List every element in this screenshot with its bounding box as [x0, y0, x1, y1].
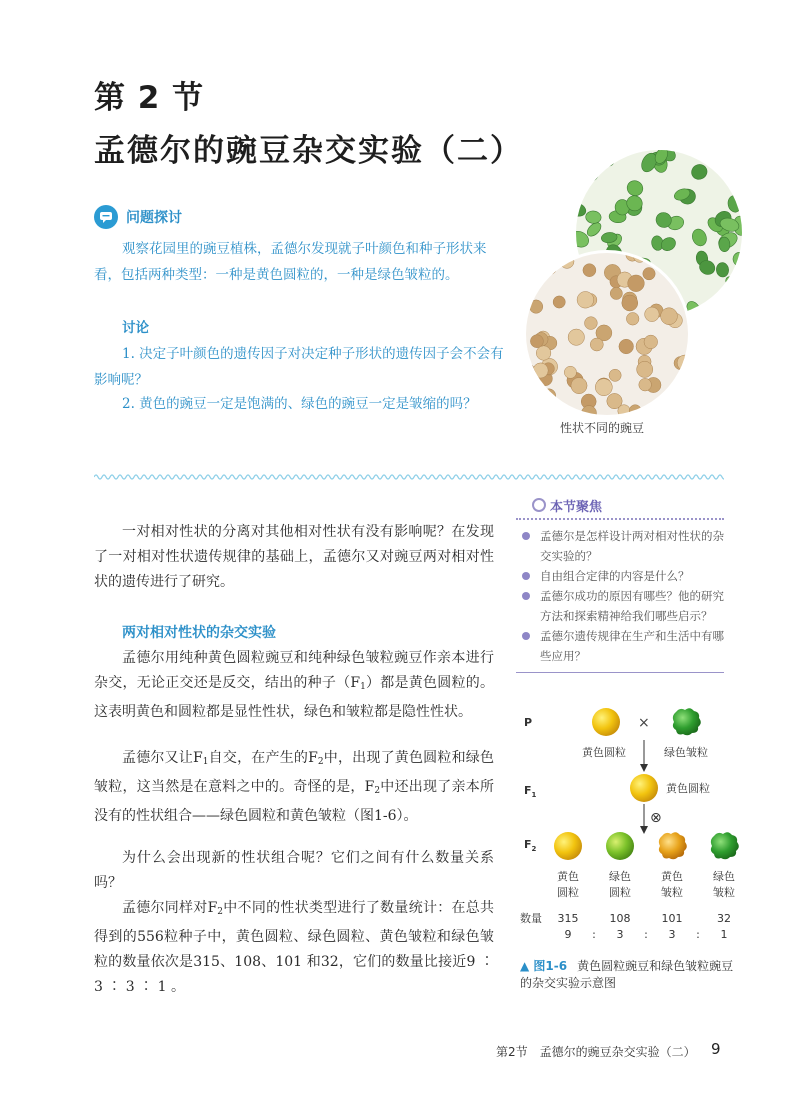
f2-type-2-line2: 圆粒 — [609, 886, 631, 899]
yellow-pea — [619, 339, 634, 354]
yellow-pea — [571, 378, 587, 394]
yellow-pea — [609, 369, 621, 381]
discussion-label: 讨论 — [122, 320, 149, 336]
count-value: 32 — [717, 912, 731, 925]
green-pea — [716, 262, 730, 278]
green-pea — [726, 292, 742, 315]
green-pea — [689, 162, 709, 182]
parent-1-label: 黄色圆粒 — [582, 746, 626, 759]
green-pea — [730, 250, 742, 270]
cross-symbol: × — [638, 715, 650, 731]
figure-caption — [520, 958, 740, 992]
yellow-pea — [590, 338, 603, 351]
ratio-value: 3 — [616, 928, 624, 941]
yellow-pea — [585, 317, 598, 330]
parent-2-label: 绿色皱粒 — [664, 746, 708, 759]
section-title: 孟德尔的豌豆杂交实验（二） — [94, 133, 523, 169]
cross-diagram — [516, 700, 746, 980]
green-pea — [659, 235, 678, 253]
yellow-pea — [680, 389, 688, 403]
yellow-pea — [526, 381, 539, 395]
yellow-pea — [533, 363, 548, 378]
figure-number: ▲ 图1-6 — [520, 959, 568, 973]
green-pea — [582, 155, 598, 168]
ratio-value: 3 — [668, 928, 676, 941]
f2-type-1-line2: 圆粒 — [557, 886, 579, 899]
green-wrinkled-seed-parent — [673, 708, 701, 735]
green-pea — [579, 162, 601, 184]
f2-yellow-wrinkled-seed — [659, 832, 687, 859]
green-pea — [581, 150, 601, 168]
running-title: 第2节 孟德尔的豌豆杂交实验（二） — [496, 1045, 696, 1059]
chat-bubble-icon — [94, 205, 118, 229]
photo-caption: 性状不同的豌豆 — [560, 421, 645, 435]
yellow-pea — [595, 379, 612, 396]
yellow-pea — [536, 346, 551, 361]
count-label: 数量 — [520, 912, 542, 925]
yellow-pea — [542, 260, 556, 274]
target-icon — [532, 498, 546, 512]
yellow-pea — [526, 364, 535, 379]
wavy-divider — [94, 472, 724, 482]
yellow-pea — [645, 307, 660, 322]
f2-green-round-seed — [606, 832, 634, 860]
f2-generation-label: $F_2$ — [524, 838, 537, 853]
section-focus-box — [516, 494, 724, 673]
count-value: 315 — [557, 912, 579, 925]
section-number: 第 2 节 — [94, 80, 205, 116]
problem-header — [94, 205, 182, 229]
problem-title: 问题探讨 — [126, 210, 182, 226]
f2-type-4-line2: 皱粒 — [713, 886, 735, 899]
yellow-pea — [637, 361, 653, 377]
selfing-symbol: ⊗ — [650, 810, 662, 826]
ratio-value: 1 — [720, 928, 728, 941]
discussion-question-1: 1. 决定子叶颜色的遗传因子对决定种子形状的遗传因子会不会有影响呢？ — [94, 346, 504, 388]
f1-seed-label: 黄色圆粒 — [666, 782, 710, 795]
ratio-separator: : — [592, 928, 596, 941]
yellow-pea — [560, 254, 574, 268]
focus-divider — [516, 518, 724, 520]
yellow-pea — [568, 329, 584, 345]
intro-paragraph: 一对相对性状的分离对其他相对性状有没有影响呢？在发现了一对相对性状遗传规律的基础上，孟德尔又对豌豆两对相对性状的遗传进行了研究。 — [94, 524, 494, 590]
yellow-pea — [622, 295, 638, 311]
paragraph-3: 为什么会出现新的性状组合呢？它们之间有什么数量关系吗？ — [94, 850, 494, 891]
count-value: 108 — [609, 912, 631, 925]
paragraph-1: 孟德尔用纯种黄色圆粒豌豆和纯种绿色皱粒豌豆作亲本进行杂交，无论正交还是反交，结出的种子$(F_1)$都是黄色圆粒的。这表明黄色和圆粒都是显性性状，绿色和皱粒都是隐性性状。 — [94, 650, 494, 720]
yellow-pea — [534, 253, 547, 264]
yellow-pea — [661, 308, 678, 325]
green-pea — [723, 274, 742, 292]
f2-type-3-line1: 黄色 — [661, 870, 683, 883]
yellow-pea — [529, 300, 542, 313]
yellow-pea — [628, 275, 645, 292]
count-value: 101 — [661, 912, 683, 925]
subheading: 两对相对性状的杂交实验 — [122, 625, 276, 641]
p-generation-label: P — [524, 716, 533, 729]
green-pea — [727, 195, 742, 214]
ratio-separator: : — [644, 928, 648, 941]
focus-item: 孟德尔成功的原因有哪些？他的研究方法和探索精神给我们哪些启示？ — [534, 586, 724, 626]
f2-type-1-line1: 黄色 — [557, 870, 579, 883]
yellow-pea — [577, 292, 594, 309]
green-pea — [593, 150, 617, 169]
title-block — [94, 72, 523, 170]
yellow-pea — [607, 393, 622, 408]
figure-caption-text: 黄色圆粒豌豆和绿色皱粒豌豆的杂交实验示意图 — [520, 959, 734, 990]
yellow-pea — [553, 296, 565, 308]
green-pea — [596, 150, 611, 160]
yellow-pea — [530, 270, 544, 284]
yellow-pea — [534, 259, 551, 276]
f2-type-4-line1: 绿色 — [713, 870, 735, 883]
green-pea — [625, 178, 646, 198]
f1-generation-label: $F_1$ — [524, 784, 537, 799]
problem-text: 观察花园里的豌豆植株，孟德尔发现就子叶颜色和种子形状来看，包括两种类型：一种是黄色圆粒的，一种是绿色皱粒的。 — [94, 241, 487, 283]
yellow-pea — [610, 287, 622, 299]
page-number: 9 — [711, 1040, 721, 1058]
ratio-separator: : — [696, 928, 700, 941]
focus-list — [516, 526, 724, 666]
yellow-pea — [629, 405, 641, 415]
yellow-round-seed-parent — [592, 708, 620, 736]
f2-type-3-line2: 皱粒 — [661, 886, 683, 899]
yellow-pea — [643, 268, 655, 280]
green-pea — [684, 299, 703, 316]
yellow-pea — [662, 399, 676, 413]
yellow-pea — [530, 335, 543, 348]
f2-yellow-round-seed — [554, 832, 582, 860]
focus-item: 孟德尔是怎样设计两对相对性状的杂交实验的？ — [534, 526, 724, 566]
focus-item: 自由组合定律的内容是什么？ — [534, 566, 724, 586]
yellow-pea — [639, 378, 652, 391]
yellow-pea — [542, 389, 555, 402]
green-pea — [690, 227, 709, 248]
yellow-pea — [583, 264, 596, 277]
f1-seed — [630, 774, 658, 802]
yellow-pea — [564, 366, 576, 378]
discussion-question-2: 2. 黄色的豌豆一定是饱满的、绿色的豌豆一定是皱缩的吗？ — [122, 396, 477, 412]
yellow-pea — [626, 313, 639, 326]
yellow-pea — [644, 335, 658, 349]
paragraph-4: 孟德尔同样对$F_2$中不同的性状类型进行了数量统计：在总共得到的556粒种子中，黄色圆粒、绿色圆粒、黄色皱粒和绿色皱粒的数量依次是315、108、101 和32，它们的数量比接近9 ∶ 3 ∶ 3 ∶ 1 。 — [94, 900, 495, 995]
green-pea — [585, 210, 602, 224]
focus-item: 孟德尔遗传规律在生产和生活中有哪些应用？ — [534, 626, 724, 666]
paragraph-2: 孟德尔又让$F_1$自交，在产生的$F_2$中，出现了黄色圆粒和绿色皱粒，这当然是在意料之中的。奇怪的是，$F_2$中还出现了亲本所没有的性状组合——绿色圆粒和黄色皱粒（图1-6）。 — [94, 750, 495, 824]
yellow-peas-photo — [526, 253, 688, 415]
f2-green-wrinkled-seed — [711, 832, 739, 859]
focus-header — [516, 494, 724, 516]
ratio-value: 9 — [564, 928, 572, 941]
focus-title: 本节聚焦 — [550, 499, 603, 515]
focus-bottom-rule — [516, 672, 724, 673]
f2-type-2-line1: 绿色 — [609, 870, 631, 883]
yellow-pea — [547, 402, 562, 415]
